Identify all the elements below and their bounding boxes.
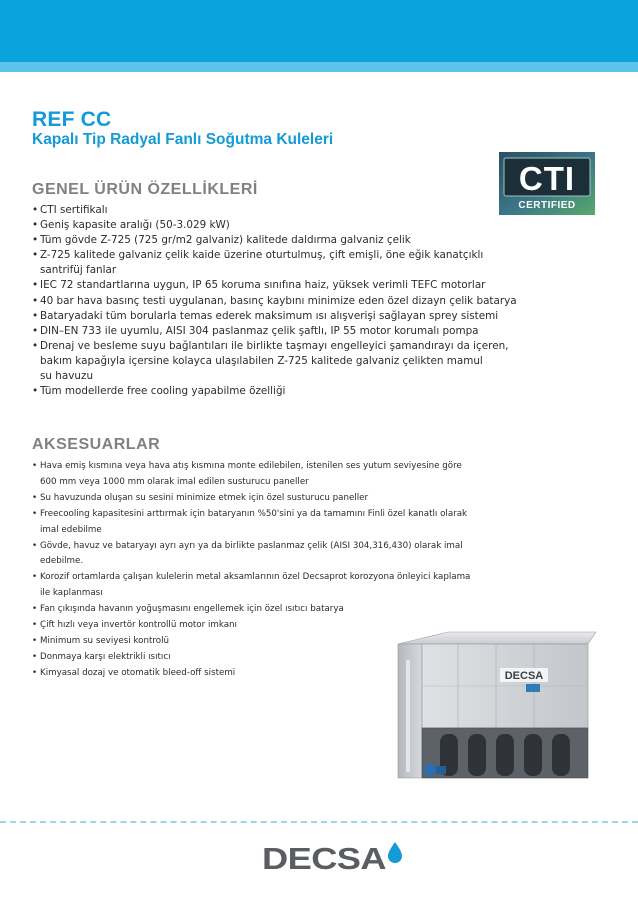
decsa-logo bbox=[262, 838, 408, 876]
top-color-band-light bbox=[0, 62, 638, 72]
feature-item: • 40 bar hava basınç testi uygulanan, basınç kaybını minimize eden özel dizayn çelik batarya bbox=[32, 294, 592, 309]
feature-item: • Z-725 kalitede galvaniz çelik kaide üzerine oturtulmuş, çift emişli, öne eğik kanatçıklı santrifüj fanlar bbox=[32, 248, 592, 278]
accessory-item: • Fan çıkışında havanın yoğuşmasını engellemek için özel ısıtıcı batarya bbox=[32, 602, 592, 618]
features-heading: GENEL ÜRÜN ÖZELLİKLERİ bbox=[32, 181, 258, 198]
accessory-item: • Minimum su seviyesi kontrolü bbox=[32, 634, 592, 650]
product-brand-label: DECSA bbox=[504, 670, 544, 682]
footer-logo-text: DECSA bbox=[262, 841, 387, 876]
features-list bbox=[32, 203, 592, 399]
accessory-item: • Kimyasal dozaj ve otomatik bleed-off sistemi bbox=[32, 666, 592, 682]
feature-item: • Geniş kapasite aralığı (50-3.029 kW) bbox=[32, 218, 592, 233]
feature-item: • Drenaj ve besleme suyu bağlantıları ile birlikte taşmayı engelleyici şamandırayı da içeren, bakım kapağıyla içersine kolayca ulaşılabilen Z-725 kalitede galvaniz çelikten mamul su havuzu bbox=[32, 339, 592, 384]
cti-badge-sub: CERTIFIED bbox=[518, 200, 576, 211]
feature-item: • Tüm modellerde free cooling yapabilme özelliği bbox=[32, 384, 592, 399]
cooling-tower-product-image bbox=[388, 630, 598, 788]
accessory-item: • Hava emiş kısmına veya hava atış kısmına monte edilebilen, istenilen ses yutum seviyesine göre 600 mm veya 1000 mm olarak imal edilen susturucu paneller bbox=[32, 459, 592, 491]
accessory-item: • Donmaya karşı elektrikli ısıtıcı bbox=[32, 650, 592, 666]
cti-badge-main: CTI bbox=[518, 160, 576, 197]
accessory-item: • Su havuzunda oluşan su sesini minimize etmek için özel susturucu paneller bbox=[32, 491, 592, 507]
product-subtitle: Kapalı Tip Radyal Fanlı Soğutma Kuleleri bbox=[32, 131, 334, 148]
feature-item: • CTI sertifikalı bbox=[32, 203, 592, 218]
accessory-item: • Gövde, havuz ve bataryayı ayrı ayrı ya da birlikte paslanmaz çelik (AISI 304,316,430) olarak imal edebilme. bbox=[32, 539, 592, 571]
product-title: REF CC bbox=[32, 108, 112, 131]
feature-item: • DIN–EN 733 ile uyumlu, AISI 304 paslanmaz çelik şaftlı, IP 55 motor korumalı pompa bbox=[32, 324, 592, 339]
top-color-band bbox=[0, 0, 638, 62]
water-drop-icon bbox=[388, 842, 402, 863]
accessory-item: • Korozif ortamlarda çalışan kulelerin metal aksamlarının özel Decsaprot korozyona önleyici kaplama ile kaplanması bbox=[32, 570, 592, 602]
feature-item: • Tüm gövde Z-725 (725 gr/m2 galvaniz) kalitede daldırma galvaniz çelik bbox=[32, 233, 592, 248]
accessory-item: • Çift hızlı veya invertör kontrollü motor imkanı bbox=[32, 618, 592, 634]
accessories-heading: AKSESUARLAR bbox=[32, 436, 161, 453]
footer-divider bbox=[0, 821, 638, 823]
feature-item: • Bataryadaki tüm borularla temas ederek maksimum ısı alışverişi sağlayan sprey sistemi bbox=[32, 309, 592, 324]
accessory-item: • Freecooling kapasitesini arttırmak için bataryanın %50'sini ya da tamamını Finli özel kanatlı olarak imal edebilme bbox=[32, 507, 592, 539]
feature-item: • IEC 72 standartlarına uygun, IP 65 koruma sınıfına haiz, yüksek verimli TEFC motorlar bbox=[32, 278, 592, 293]
